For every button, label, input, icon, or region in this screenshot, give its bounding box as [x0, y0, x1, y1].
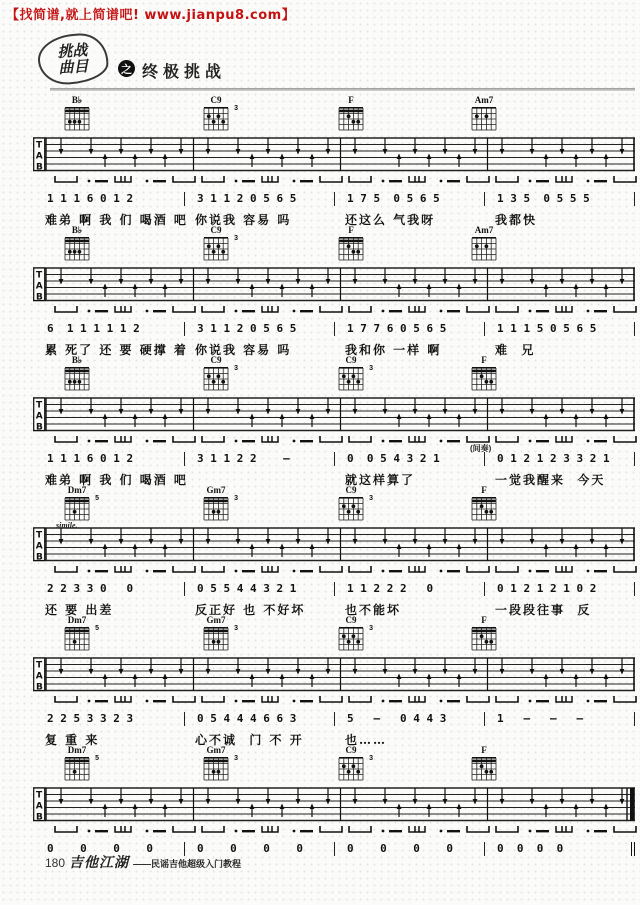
chord-name: Gm7 [206, 745, 226, 755]
chord-name: F [481, 355, 487, 365]
chord-grid-icon [62, 625, 92, 651]
chord-fret-position: 3 [369, 755, 373, 762]
chord-grid-icon [62, 365, 92, 391]
jianpu-measure: 1 – – – [485, 712, 635, 726]
chord-diagram [59, 615, 99, 656]
svg-text:A: A [35, 281, 43, 292]
jianpu-number-row [35, 582, 635, 597]
chord-diagram [466, 225, 502, 266]
chord-fret-position: 3 [369, 625, 373, 632]
chord-fret-position: 5 [95, 625, 99, 632]
jianpu-number-row [35, 712, 635, 727]
tab-staff [33, 133, 637, 193]
chord-name: C9 [345, 355, 357, 365]
column-title: 终极挑战 [142, 62, 227, 81]
chord-grid-icon [62, 755, 92, 781]
lyrics-measure: 累 死了 还 要 硬撑 着 [45, 343, 188, 357]
chord-grid-icon [201, 625, 231, 651]
chord-grid-icon [62, 105, 92, 131]
simile-label: simile. [56, 521, 78, 530]
chord-name: C9 [345, 485, 357, 495]
lyrics-measure: 难弟 啊 我 们 喝酒 吧 [45, 213, 188, 227]
chord-row [35, 745, 635, 785]
chord-grid-icon [201, 365, 231, 391]
lyrics-measure: 难弟 啊 我 们 喝酒 吧 [45, 473, 188, 487]
lyrics-measure: 也不能坏 [345, 603, 402, 617]
lyrics-measure: 一觉我醒来 今天 [495, 473, 606, 487]
jianpu-measure: 3 1 1 2 0 5 6 5 [185, 322, 335, 336]
chord-diagram [59, 225, 95, 266]
chord-grid-icon [201, 755, 231, 781]
chord-name: C9 [210, 355, 222, 365]
chord-grid-icon [469, 105, 499, 131]
chord-name: C9 [210, 95, 222, 105]
chord-name: Am7 [474, 225, 494, 235]
chord-grid-icon [62, 495, 92, 521]
jianpu-measure: 0 0 0 0 [485, 842, 635, 856]
jianpu-measure: 1 3 5 0 5 5 5 [485, 192, 635, 206]
svg-text:T: T [36, 140, 43, 151]
chord-grid-icon [469, 625, 499, 651]
svg-text:B: B [36, 812, 43, 823]
chord-grid-icon [336, 495, 366, 521]
svg-text:A: A [35, 541, 43, 552]
tab-staff [33, 783, 637, 843]
chord-name: Am7 [474, 95, 494, 105]
chord-grid-icon [336, 235, 366, 261]
chord-diagram [59, 485, 99, 526]
chord-fret-position: 5 [95, 755, 99, 762]
lyrics-measure: 一段段往事 反 [495, 603, 592, 617]
lyrics-measure: 难 兄 [495, 343, 536, 357]
jianpu-measure: 1 1 1 6 0 1 2 [35, 192, 185, 206]
chord-name: Gm7 [206, 615, 226, 625]
jianpu-measure: 5 – 0 4 4 3 [335, 712, 485, 726]
svg-text:B: B [36, 162, 43, 173]
lyrics-measure: 还 要 出差 [45, 603, 114, 617]
lyrics-measure [335, 861, 485, 877]
chord-diagram [333, 615, 373, 656]
logo-bubble-line1: 挑战 [56, 40, 89, 62]
chord-diagram [198, 225, 238, 266]
jianpu-measure: 2 2 3 3 0 0 [35, 582, 185, 596]
jianpu-number-row [35, 192, 635, 207]
final-barline [627, 788, 635, 821]
jianpu-measure: 3 1 1 2 0 5 6 5 [185, 192, 335, 206]
jianpu-measure: 0 1 2 1 2 3 3 2 1 [485, 452, 635, 466]
chord-diagram [198, 95, 238, 136]
chord-diagram [466, 745, 502, 786]
tab-system [0, 485, 640, 615]
chord-name: Dm7 [67, 745, 87, 755]
jianpu-measure: 3 1 1 2 2 – [185, 452, 335, 466]
chord-diagram [198, 615, 238, 656]
tab-system [0, 355, 640, 485]
chord-grid-icon [469, 755, 499, 781]
chord-diagram [466, 355, 502, 396]
chord-name: F [481, 745, 487, 755]
chord-grid-icon [201, 495, 231, 521]
chord-diagram [466, 95, 502, 136]
section-annotation: (间奏) [470, 444, 492, 453]
chord-row [35, 615, 635, 655]
jianpu-measure: 0 0 0 0 [185, 842, 335, 856]
site-banner: 【找简谱,就上简谱吧! www.jianpu8.com】 [6, 8, 296, 23]
chord-name: C9 [210, 225, 222, 235]
svg-text:B: B [36, 422, 43, 433]
chord-row [35, 355, 635, 395]
svg-text:T: T [36, 270, 43, 281]
lyrics-measure: 你说我 容易 吗 [195, 343, 292, 357]
chord-name: F [348, 225, 354, 235]
chord-row [35, 95, 635, 135]
chord-fret-position: 3 [369, 495, 373, 502]
chord-name: Dm7 [67, 485, 87, 495]
chord-name: B♭ [71, 355, 83, 365]
lyrics-measure: 我都快 [495, 213, 538, 227]
lyrics-measure: 复 重 来 [45, 733, 100, 747]
jianpu-measure: 2 2 5 3 3 2 3 [35, 712, 185, 726]
chord-grid-icon [336, 105, 366, 131]
lyrics-measure: 还这么 气我呀 [345, 213, 436, 227]
chord-name: C9 [345, 745, 357, 755]
chord-grid-icon [201, 105, 231, 131]
chord-row [35, 485, 635, 525]
book-subtitle: ——民谣吉他超级入门教程 [133, 859, 242, 869]
lyrics-measure: 也…… [345, 733, 388, 747]
chord-grid-icon [469, 365, 499, 391]
chord-name: F [348, 95, 354, 105]
jianpu-measure: 0 0 0 0 [335, 842, 485, 856]
book-series-title: 吉他江湖 [69, 855, 130, 871]
chord-grid-icon [62, 235, 92, 261]
logo-circle-char: 之 [118, 60, 135, 77]
chord-grid-icon [469, 495, 499, 521]
jianpu-measure: 1 1 2 2 2 0 [335, 582, 485, 596]
svg-text:T: T [36, 660, 43, 671]
chord-name: B♭ [71, 225, 83, 235]
lyrics-measure: 就这样算了 [345, 473, 416, 487]
chord-grid-icon [336, 365, 366, 391]
lyrics-measure: 我和你 一样 啊 [345, 343, 442, 357]
jianpu-measure: 0 5 5 4 4 3 2 1 [185, 582, 335, 596]
chord-name: B♭ [71, 95, 83, 105]
chord-fret-position: 3 [234, 495, 238, 502]
jianpu-measure: 1 7 5 0 5 6 5 [335, 192, 485, 206]
chord-diagram [333, 355, 373, 396]
chord-fret-position: 3 [234, 755, 238, 762]
chord-name: F [481, 615, 487, 625]
tab-staff [33, 653, 637, 713]
chord-fret-position: 5 [95, 495, 99, 502]
svg-text:B: B [36, 552, 43, 563]
jianpu-measure: 0 0 0 0 [35, 842, 185, 856]
chord-fret-position: 3 [369, 365, 373, 372]
chord-diagram [198, 355, 238, 396]
chord-grid-icon [336, 625, 366, 651]
chord-diagram [333, 485, 373, 526]
svg-text:A: A [35, 801, 43, 812]
jianpu-measure: 1 7 7 6 0 5 6 5 [335, 322, 485, 336]
svg-text:A: A [35, 151, 43, 162]
chord-name: F [481, 485, 487, 495]
svg-text:T: T [36, 790, 43, 801]
chord-name: Dm7 [67, 615, 87, 625]
tab-staff [33, 523, 637, 583]
tab-system [0, 615, 640, 745]
chord-fret-position: 3 [234, 235, 238, 242]
svg-text:A: A [35, 411, 43, 422]
lyrics-measure: 反正好 也 不好坏 [195, 603, 306, 617]
lyrics-measure [485, 861, 635, 877]
chord-diagram [59, 745, 99, 786]
chord-row [35, 225, 635, 265]
chord-diagram [333, 95, 369, 136]
svg-text:B: B [36, 682, 43, 693]
jianpu-measure: 0 5 4 4 4 6 6 3 [185, 712, 335, 726]
chord-name: Gm7 [206, 485, 226, 495]
chord-grid-icon [336, 755, 366, 781]
chord-diagram [59, 95, 95, 136]
chord-fret-position: 3 [234, 625, 238, 632]
chord-fret-position: 3 [234, 105, 238, 112]
jianpu-measure: 0 0 5 4 3 2 1 [335, 452, 485, 466]
lyrics-measure: 心不诚 门 不 开 [195, 733, 304, 747]
chord-diagram [333, 225, 369, 266]
chord-name: C9 [345, 615, 357, 625]
logo-bubble-line2: 曲目 [57, 56, 90, 78]
chord-grid-icon [469, 235, 499, 261]
tab-staff [33, 263, 637, 323]
svg-text:T: T [36, 530, 43, 541]
chord-diagram [333, 745, 373, 786]
svg-text:B: B [36, 292, 43, 303]
chord-diagram [466, 485, 502, 526]
chord-diagram [198, 485, 238, 526]
jianpu-number-row [35, 322, 635, 337]
tab-system [0, 225, 640, 355]
chord-diagram [466, 615, 502, 656]
jianpu-measure: 0 1 2 1 2 1 0 2 [485, 582, 635, 596]
chord-diagram [198, 745, 238, 786]
jianpu-number-row [35, 452, 635, 467]
page-number: 180 [45, 856, 66, 870]
svg-text:A: A [35, 671, 43, 682]
chord-diagram [59, 355, 95, 396]
page-footer [45, 852, 241, 872]
tab-system [0, 95, 640, 225]
chord-fret-position: 3 [234, 365, 238, 372]
lyrics-measure: 你说我 容易 吗 [195, 213, 292, 227]
svg-text:T: T [36, 400, 43, 411]
jianpu-measure: 1 1 1 6 0 1 2 [35, 452, 185, 466]
tab-staff [33, 393, 637, 453]
jianpu-measure: 6 1 1 1 1 1 2 [35, 322, 185, 336]
jianpu-measure: 1 1 1 5 0 5 6 5 [485, 322, 635, 336]
chord-grid-icon [201, 235, 231, 261]
